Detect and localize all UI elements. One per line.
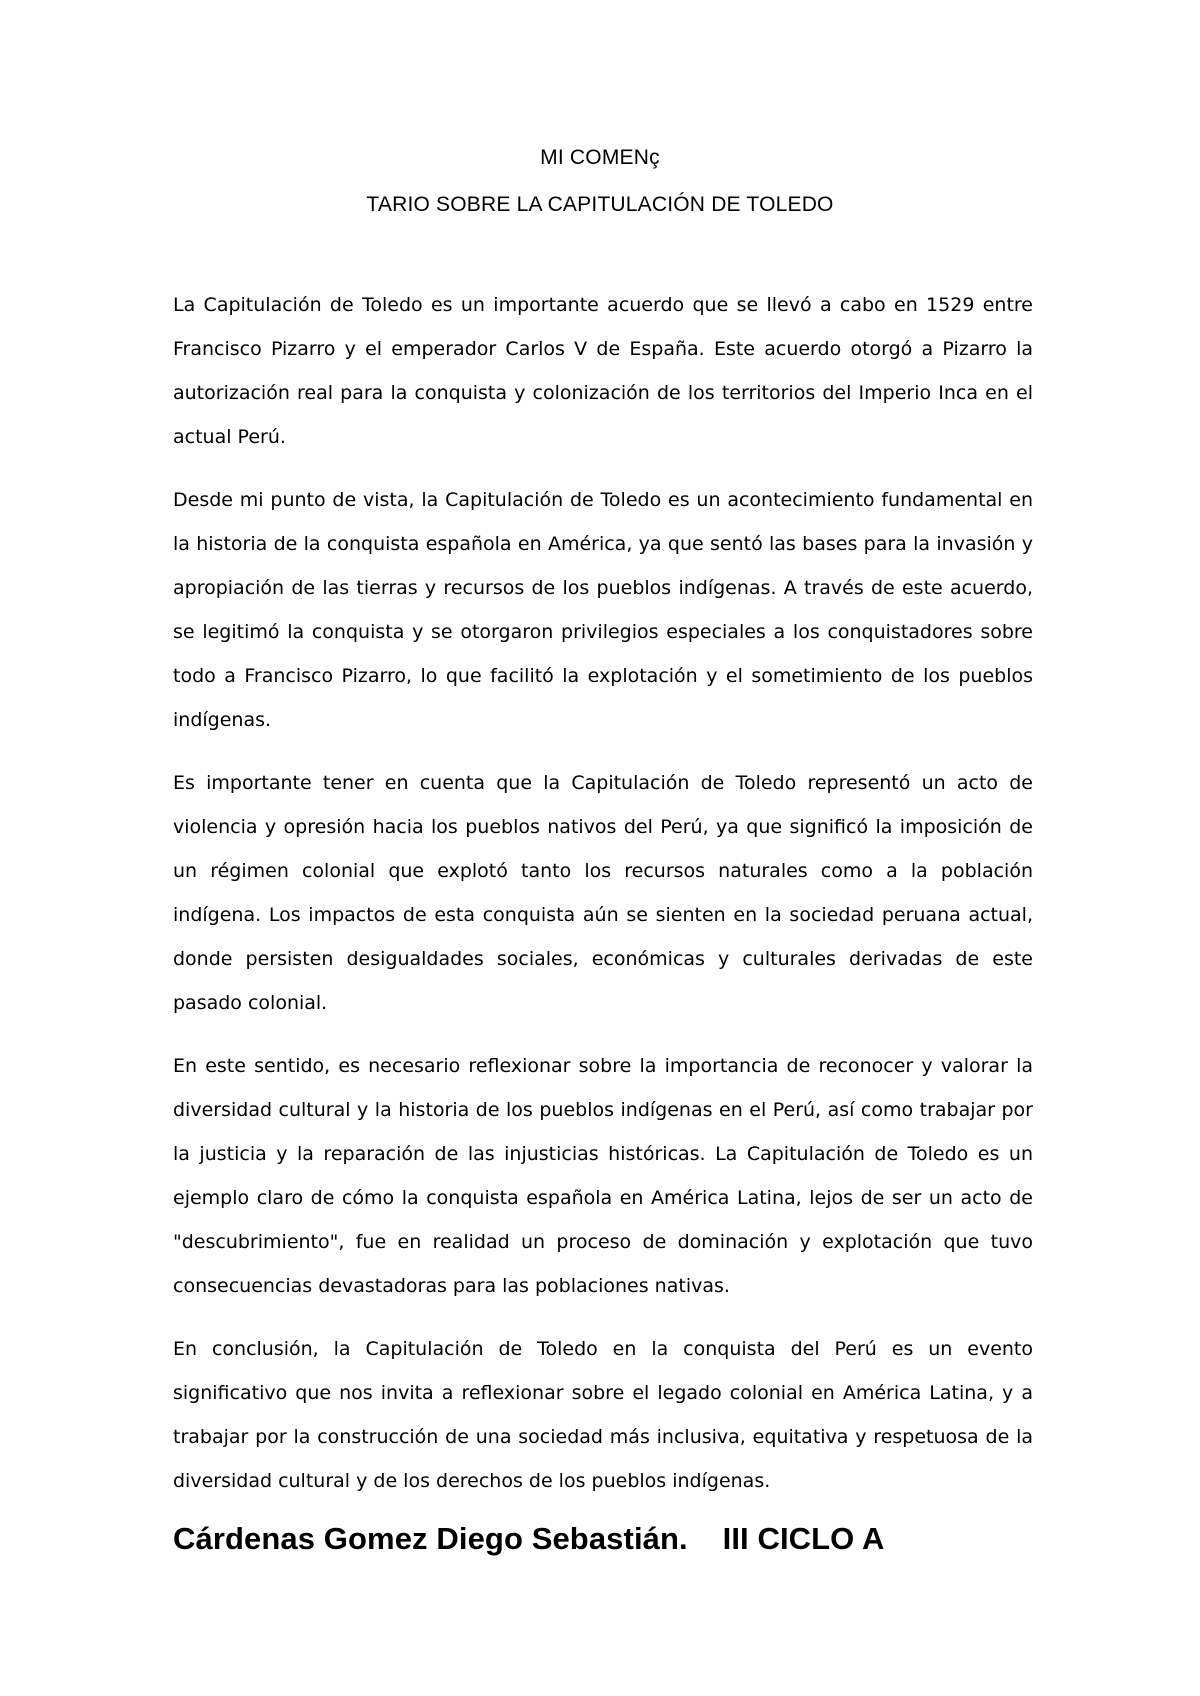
- paragraph-5: En conclusión, la Capitulación de Toledo en la conquista del Perú es un evento significativo que nos invita a reflexionar sobre el legado colonial en América Latina, y a trabajar por la construcción de una sociedad más inclusiva, equitativa y respetuosa de la diversidad cultural y de los derechos de los pueblos indígenas.: [173, 1338, 1033, 1492]
- paragraph-3: Es importante tener en cuenta que la Capitulación de Toledo representó un acto de violencia y opresión hacia los pueblos nativos del Perú, ya que significó la imposición de un régimen colonial que explotó tanto los recursos naturales como a la población indígena. Los impactos de esta conquista aún se sienten en la sociedad peruana actual, donde persisten desigualdades sociales, económicas y culturales derivadas de este pasado colonial.: [173, 772, 1033, 1014]
- document-title-line-1: MI COMENç: [540, 146, 660, 169]
- paragraph-2: Desde mi punto de vista, la Capitulación de Toledo es un acontecimiento fundamental en la historia de la conquista española en América, ya que sentó las bases para la invasión y apropiación de las tierras y recursos de los pueblos indígenas. A través de este acuerdo, se legitimó la conquista y se otorgaron privilegios especiales a los conquistadores sobre todo a Francisco Pizarro, lo que facilitó la explotación y el sometimiento de los pueblos indígenas.: [173, 489, 1033, 731]
- document-body: [173, 283, 1033, 1522]
- document-title-line-2: TARIO SOBRE LA CAPITULACIÓN DE TOLEDO: [366, 193, 834, 216]
- paragraph-1: La Capitulación de Toledo es un importante acuerdo que se llevó a cabo en 1529 entre Francisco Pizarro y el emperador Carlos V de España. Este acuerdo otorgó a Pizarro la autorización real para la conquista y colonización de los territorios del Imperio Inca en el actual Perú.: [173, 294, 1033, 448]
- paragraph-4: En este sentido, es necesario reflexionar sobre la importancia de reconocer y valorar la diversidad cultural y la historia de los pueblos indígenas en el Perú, así como trabajar por la justicia y la reparación de las injusticias históricas. La Capitulación de Toledo es un ejemplo claro de cómo la conquista española en América Latina, lejos de ser un acto de "descubrimiento", fue en realidad un proceso de dominación y explotación que tuvo consecuencias devastadoras para las poblaciones nativas.: [173, 1055, 1033, 1297]
- author-signature-line: Cárdenas Gomez Diego Sebastián. III CICLO A: [173, 1521, 885, 1556]
